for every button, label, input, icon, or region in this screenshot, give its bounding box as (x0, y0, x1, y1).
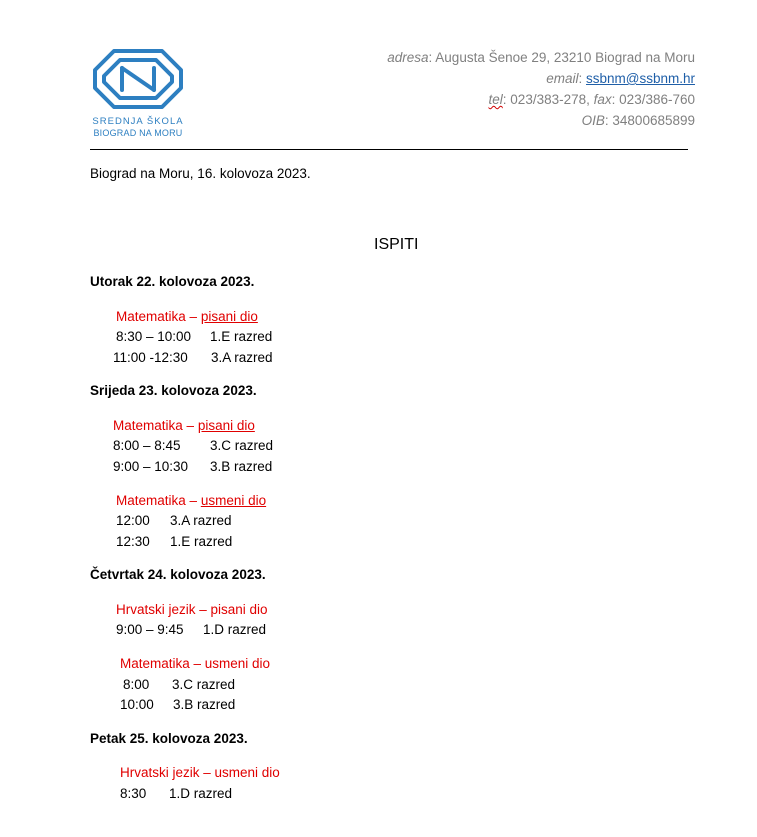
exam-time: 8:00 – 8:45 (113, 438, 181, 453)
exam-time: 12:30 (116, 534, 150, 549)
email-label: email (546, 71, 579, 86)
exam-class: 3.B razred (210, 459, 273, 474)
exam-subject: Matematika – usmeni dio (116, 493, 267, 508)
email-link[interactable]: ssbnm@ssbnm.hr (586, 71, 695, 86)
exam-subject: Matematika – usmeni dio (120, 656, 271, 671)
exam-class: 3.A razred (170, 513, 232, 528)
day-heading: Utorak 22. kolovoza 2023. (90, 274, 255, 289)
exam-class: 3.B razred (173, 697, 236, 712)
exam-class: 3.A razred (211, 350, 273, 365)
exam-subject: Matematika – pisani dio (113, 418, 255, 433)
exam-time: 11:00 -12:30 (113, 350, 188, 365)
document-title: ISPITI (374, 236, 419, 253)
exam-subject: Hrvatski jezik – pisani dio (116, 602, 268, 617)
oib-line: OIB: 34800685899 (581, 113, 695, 128)
fax-label: fax (593, 92, 612, 107)
exam-subject: Matematika – pisani dio (116, 309, 258, 324)
fax-value: 023/386-760 (619, 92, 695, 107)
header-divider (90, 149, 688, 150)
day-heading: Petak 25. kolovoza 2023. (90, 731, 248, 746)
exam-time: 8:00 (123, 677, 150, 692)
exam-class: 3.C razred (172, 677, 236, 692)
exam-time: 10:00 (120, 697, 154, 712)
phone-line: tel: 023/383-278, fax: 023/386-760 (488, 92, 695, 107)
exam-time: 8:30 (120, 786, 147, 801)
exam-time: 8:30 – 10:00 (116, 329, 192, 344)
day-heading: Srijeda 23. kolovoza 2023. (90, 383, 257, 398)
email-line: email: ssbnm@ssbnm.hr (546, 71, 695, 86)
exam-time: 12:00 (116, 513, 150, 528)
school-emblem-icon (92, 48, 184, 110)
exam-class: 3.C razred (210, 438, 274, 453)
day-heading: Četvrtak 24. kolovoza 2023. (90, 567, 266, 582)
address-line: adresa: Augusta Šenoe 29, 23210 Biograd na Moru (387, 50, 695, 65)
exam-class: 1.D razred (169, 786, 233, 801)
address-label: adresa (387, 50, 429, 65)
logo-text-line2: BIOGRAD NA MORU (93, 128, 183, 138)
document-date: Biograd na Moru, 16. kolovoza 2023. (90, 166, 311, 181)
tel-label: tel (488, 92, 503, 107)
school-logo (91, 48, 185, 140)
logo-text-line1: SREDNJA ŠKOLA (92, 116, 184, 127)
address-value: Augusta Šenoe 29, 23210 Biograd na Moru (435, 50, 695, 65)
exam-class: 1.E razred (210, 329, 273, 344)
tel-value: 023/383-278, (510, 92, 590, 107)
exam-subject: Hrvatski jezik – usmeni dio (120, 765, 280, 780)
oib-label: OIB (581, 113, 605, 128)
oib-value: 34800685899 (612, 113, 695, 128)
contact-block (387, 47, 695, 131)
exam-time: 9:00 – 9:45 (116, 622, 184, 637)
exam-class: 1.E razred (170, 534, 233, 549)
exam-class: 1.D razred (203, 622, 267, 637)
exam-time: 9:00 – 10:30 (113, 459, 189, 474)
